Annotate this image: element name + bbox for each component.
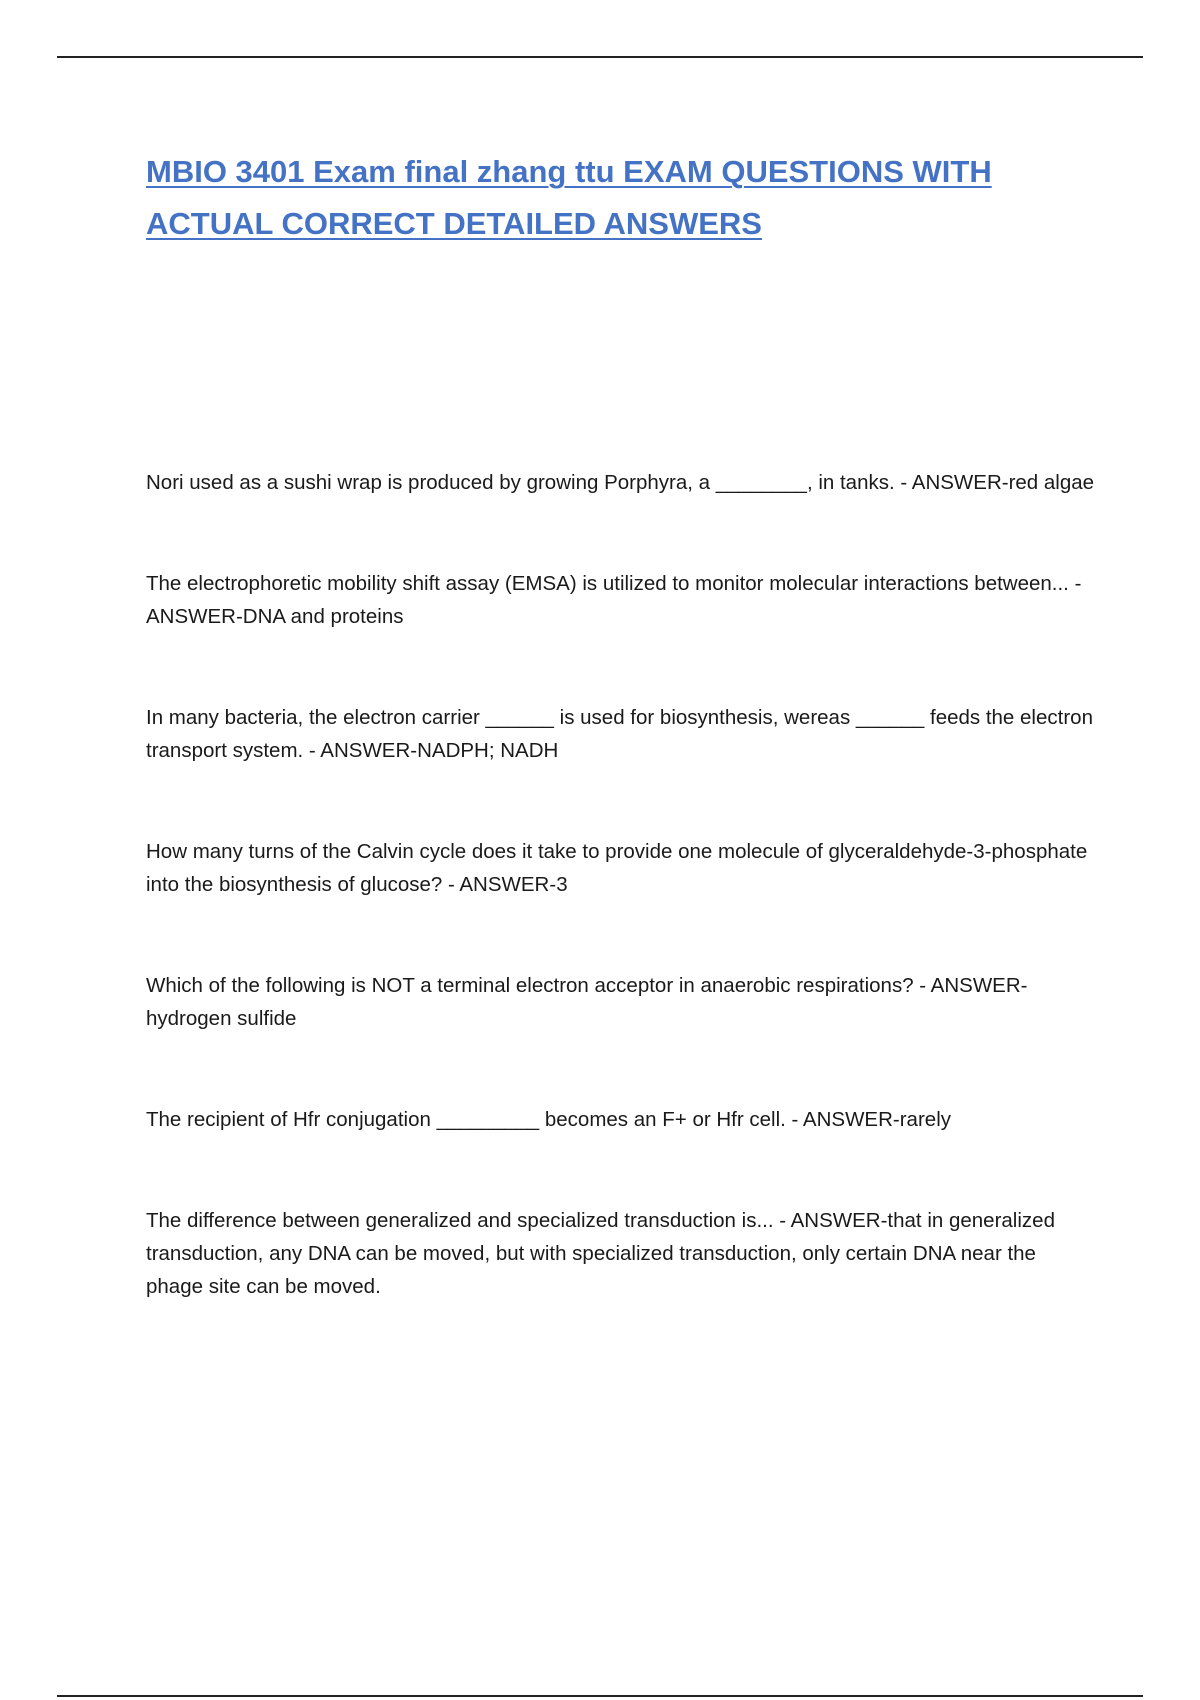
- qa-item: The electrophoretic mobility shift assay (EMSA) is utilized to monitor molecular interactions between... - ANSWER-DNA and proteins: [146, 572, 1082, 628]
- question-answer-list: [146, 466, 1096, 1303]
- document-title: [146, 146, 1046, 250]
- header-rule: [57, 56, 1143, 58]
- qa-item: How many turns of the Calvin cycle does it take to provide one molecule of glyceraldehyde-3-phosphate into the biosynthesis of glucose? - ANSWER-3: [146, 840, 1088, 896]
- footer-rule: [57, 1695, 1143, 1697]
- qa-item: The difference between generalized and specialized transduction is... - ANSWER-that in generalized transduction, any DNA can be moved, but with specialized transduction, only certain DNA near the phage site can be moved.: [146, 1209, 1055, 1298]
- qa-item: Nori used as a sushi wrap is produced by growing Porphyra, a ________, in tanks. - ANSWER-red algae: [146, 471, 1095, 494]
- qa-item: In many bacteria, the electron carrier ______ is used for biosynthesis, wereas ______ feeds the electron transport system. - ANSWER-NADPH; NADH: [146, 706, 1093, 762]
- qa-item: The recipient of Hfr conjugation _________ becomes an F+ or Hfr cell. - ANSWER-rarely: [146, 1108, 951, 1131]
- qa-item: Which of the following is NOT a terminal electron acceptor in anaerobic respirations? - ANSWER-hydrogen sulfide: [146, 974, 1028, 1030]
- title-line-1: MBIO 3401 Exam final zhang ttu EXAM QUESTIONS WITH: [146, 154, 992, 189]
- title-line-2: ACTUAL CORRECT DETAILED ANSWERS: [146, 206, 762, 241]
